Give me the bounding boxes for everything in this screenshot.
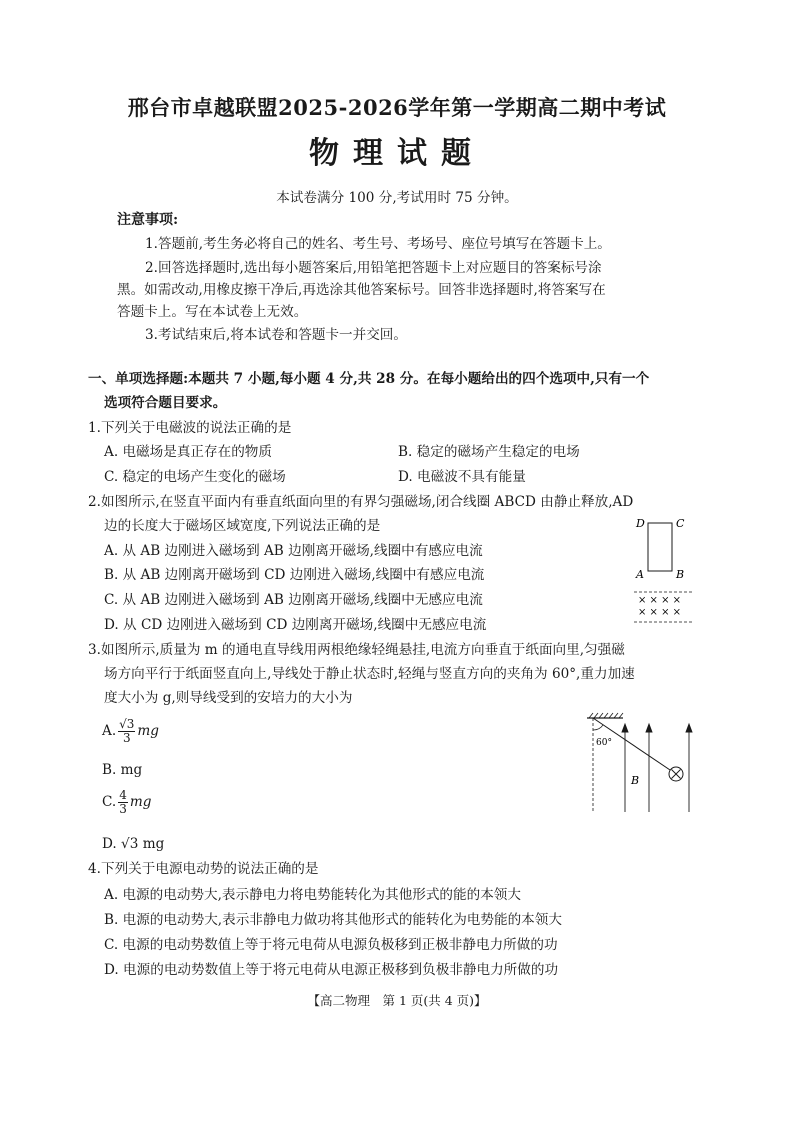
q1-option-d: D. 电磁波不具有能量: [398, 469, 526, 485]
current-into-page-icon: [669, 767, 683, 781]
ceiling-hatching: [589, 713, 623, 718]
notice-line-2: 2.回答选择题时,选出每小题答案后,用铅笔把答题卡上对应题目的答案标号涂: [145, 260, 602, 276]
q3-option-a-prefix: A.: [102, 723, 117, 739]
q3-option-b: B. mg: [102, 762, 143, 778]
notice-line-1: 1.答题前,考生务必将自己的姓名、考生号、考场号、座位号填写在答题卡上。: [145, 236, 611, 252]
q2-stem-line-2: 边的长度大于磁场区域宽度,下列说法正确的是: [104, 518, 381, 534]
q1-option-a: A. 电磁场是真正存在的物质: [104, 444, 272, 460]
q3-option-c-fraction: [118, 789, 128, 816]
q3-option-c-numerator: 4: [119, 788, 127, 802]
section-heading-line-1: 一、单项选择题:本题共 7 小题,每小题 4 分,共 28 分。在每小题给出的四个选项中,只有一个: [88, 371, 650, 387]
q3-wire-figure: [585, 712, 695, 814]
exam-info: 本试卷满分 100 分,考试用时 75 分钟。: [276, 190, 518, 206]
notice-line-4: 答题卡上。写在本试卷上无效。: [117, 304, 308, 320]
q2-option-d: D. 从 CD 边刚进入磁场到 CD 边刚离开磁场,线圈中无感应电流: [104, 617, 487, 633]
coil-abcd: [648, 523, 672, 571]
q4-option-d: D. 电源的电动势数值上等于将元电荷从电源正极移到负极非静电力所做的功: [104, 962, 559, 978]
label-d: D: [636, 517, 645, 530]
subject-title: 物理试题: [309, 136, 485, 171]
q4-option-c: C. 电源的电动势数值上等于将元电荷从电源负极移到正极非静电力所做的功: [104, 937, 558, 953]
q3-option-a-numerator: √3: [119, 717, 135, 731]
q1-option-c: C. 稳定的电场产生变化的磁场: [104, 469, 286, 485]
notice-line-5: 3.考试结束后,将本试卷和答题卡一并交回。: [145, 327, 407, 343]
q3-stem-line-2: 场方向平行于纸面竖直向上,导线处于静止状态时,轻绳与竖直方向的夹角为 60°,重力加速: [104, 666, 635, 682]
q4-option-b: B. 电源的电动势大,表示非静电力做功将其他形式的能转化为电势能的本领大: [104, 912, 562, 928]
q3-option-a-suffix: mg: [137, 723, 160, 739]
q2-option-a: A. 从 AB 边刚进入磁场到 AB 边刚离开磁场,线圈中有感应电流: [104, 543, 483, 559]
label-b: B: [676, 568, 685, 581]
q3-option-a-denominator: 3: [122, 731, 131, 745]
label-c: C: [676, 517, 685, 530]
page-footer: 【高二物理 第 1 页(共 4 页)】: [307, 993, 487, 1008]
field-label-b: B: [631, 774, 640, 787]
q2-option-b: B. 从 AB 边刚离开磁场到 CD 边刚进入磁场,线圈中有感应电流: [104, 567, 485, 583]
label-a: A: [636, 568, 644, 581]
q4-stem: 4.下列关于电源电动势的说法正确的是: [88, 861, 319, 877]
field-lines: [622, 724, 692, 812]
q1-option-b: B. 稳定的磁场产生稳定的电场: [398, 444, 580, 460]
field-row-1: × × × ×: [638, 595, 682, 606]
q3-stem-line-3: 度大小为 g,则导线受到的安培力的大小为: [104, 690, 353, 706]
q3-option-c-denominator: 3: [119, 802, 127, 816]
notice-line-3: 黑。如需改动,用橡皮擦干净后,再选涂其他答案标号。回答非选择题时,将答案写在: [117, 282, 606, 298]
q3-stem-line-1: 3.如图所示,质量为 m 的通电直导线用两根绝缘轻绳悬挂,电流方向垂直于纸面向里,匀强磁: [88, 642, 625, 658]
q3-option-c-prefix: C.: [102, 794, 117, 810]
field-row-2: × × × ×: [638, 607, 682, 618]
q3-option-d: D. √3 mg: [102, 836, 165, 852]
angle-arc: [593, 725, 603, 730]
q3-option-c-suffix: mg: [129, 794, 152, 810]
q3-option-a: [102, 718, 159, 745]
notice-heading: 注意事项:: [117, 212, 179, 228]
q2-stem-line-1: 2.如图所示,在竖直平面内有垂直纸面向里的有界匀强磁场,闭合线圈 ABCD 由静止释放,AD: [88, 494, 634, 510]
q4-option-a: A. 电源的电动势大,表示静电力将电势能转化为其他形式的能的本领大: [104, 887, 521, 903]
q2-option-c: C. 从 AB 边刚进入磁场到 AB 边刚离开磁场,线圈中无感应电流: [104, 592, 483, 608]
q3-option-a-fraction: [118, 718, 135, 745]
angle-label: 60°: [596, 738, 612, 748]
q1-stem: 1.下列关于电磁波的说法正确的是: [88, 420, 292, 436]
q2-coil-figure: [630, 514, 696, 634]
section-heading-line-2: 选项符合题目要求。: [104, 395, 227, 411]
q3-option-c: [102, 789, 151, 816]
exam-title: 邢台市卓越联盟2025-2026学年第一学期高二期中考试: [127, 95, 667, 120]
